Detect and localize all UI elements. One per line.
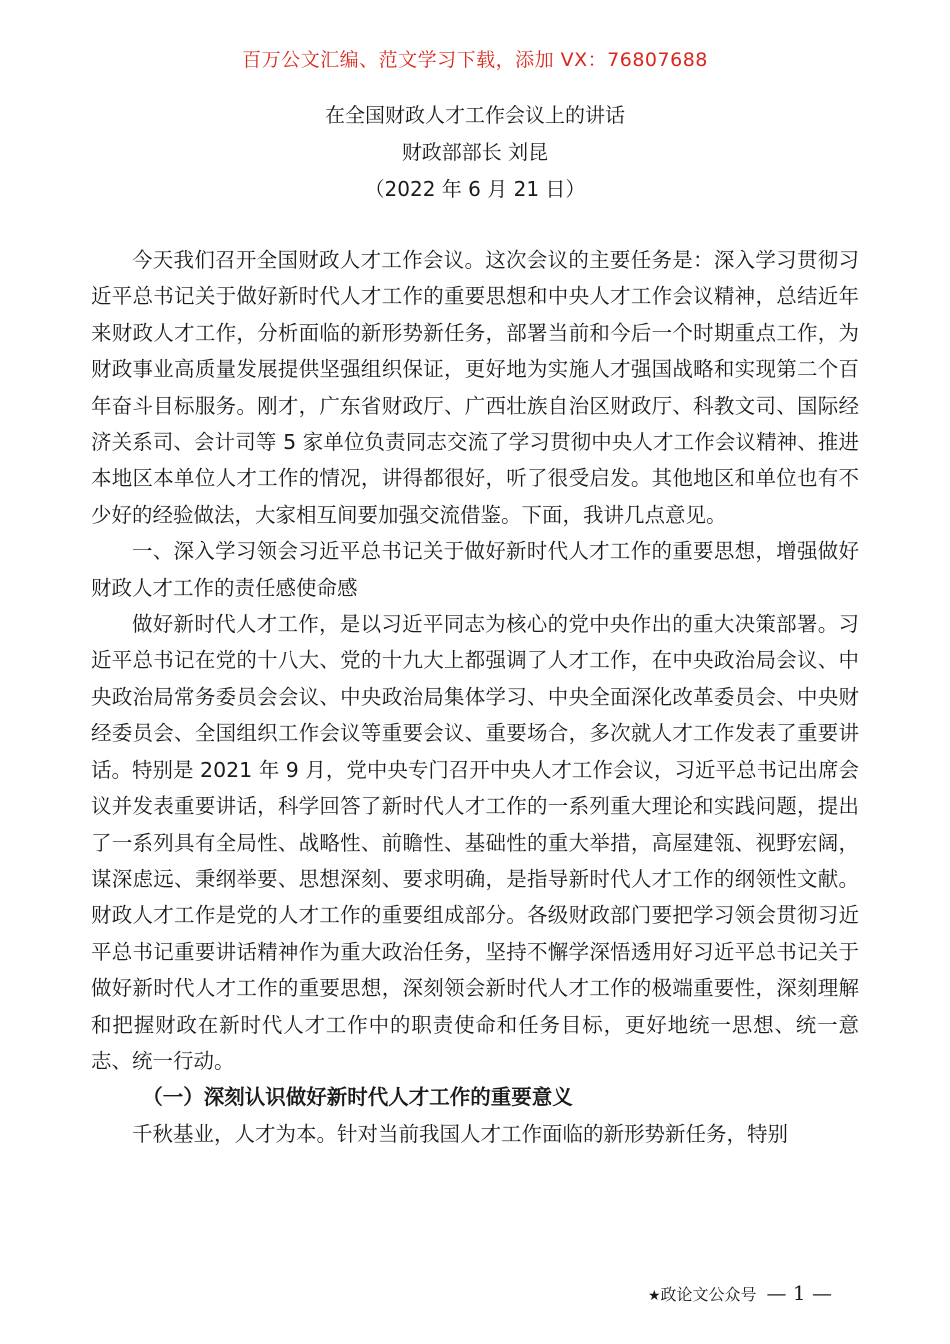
section-heading-1: 一、深入学习领会习近平总书记关于做好新时代人才工作的重要思想，增强做好财政人才工作的责任感使命感	[91, 539, 859, 600]
page-footer	[648, 1278, 832, 1311]
footer-source: 政论文公众号	[660, 1285, 757, 1304]
star-icon: ★	[647, 1288, 661, 1304]
speech-date: （2022 年 6 月 21 日）	[364, 177, 586, 201]
paragraph-section-1: 做好新时代人才工作，是以习近平同志为核心的党中央作出的重大决策部署。习近平总书记在党的十八大、党的十九大上都强调了人才工作，在中央政治局会议、中央政治局常务委员会会议、中央政治局集体学习、中央全面深化改革委员会、中央财经委员会、全国组织工作会议等重要会议、重要场合，多次就人才工作发表了重要讲话。特别是 2021 年 9 月，党中央专门召开中央人才工作会议，习近平总书记出席会议并发表重要讲话，科学回答了新时代人才工作的一系列重大理论和实践问题，提出了一系列具有全局性、战略性、前瞻性、基础性的重大举措，高屋建瓴、视野宏阔，谋深虑远、秉纲举要、思想深刻、要求明确，是指导新时代人才工作的纲领性文献。财政人才工作是党的人才工作的重要组成部分。各级财政部门要把学习领会贯彻习近平总书记重要讲话精神作为重大政治任务，坚持不懈学深悟透用好习近平总书记关于做好新时代人才工作的重要思想，深刻领会新时代人才工作的极端重要性，深刻理解和把握财政在新时代人才工作中的职责使命和任务目标，更好地统一思想、统一意志、统一行动。	[91, 612, 859, 1073]
body-text	[91, 242, 859, 1152]
download-banner: 百万公文汇编、范文学习下载，添加 VX：76807688	[242, 49, 708, 71]
paragraph-subsection-1: 千秋基业，人才为本。针对当前我国人才工作面临的新形势新任务，特别	[132, 1121, 788, 1146]
page-number: — 1 —	[766, 1281, 832, 1305]
paragraph-intro: 今天我们召开全国财政人才工作会议。这次会议的主要任务是：深入学习贯彻习近平总书记关于做好新时代人才工作的重要思想和中央人才工作会议精神，总结近年来财政人才工作，分析面临的新形势新任务，部署当前和今后一个时期重点工作，为财政事业高质量发展提供坚强组织保证，更好地为实施人才强国战略和实现第二个百年奋斗目标服务。刚才，广东省财政厅、广西壮族自治区财政厅、科教文司、国际经济关系司、会计司等 5 家单位负责同志交流了学习贯彻中央人才工作会议精神、推进本地区本单位人才工作的情况，讲得都很好，听了很受启发。其他地区和单位也有不少好的经验做法，大家相互间要加强交流借鉴。下面，我讲几点意见。	[91, 248, 859, 527]
speaker-line: 财政部部长 刘昆	[401, 140, 549, 164]
speech-title: 在全国财政人才工作会议上的讲话	[325, 103, 625, 127]
subsection-heading-1: （一）深刻认识做好新时代人才工作的重要意义	[142, 1085, 573, 1110]
title-block	[0, 97, 950, 208]
